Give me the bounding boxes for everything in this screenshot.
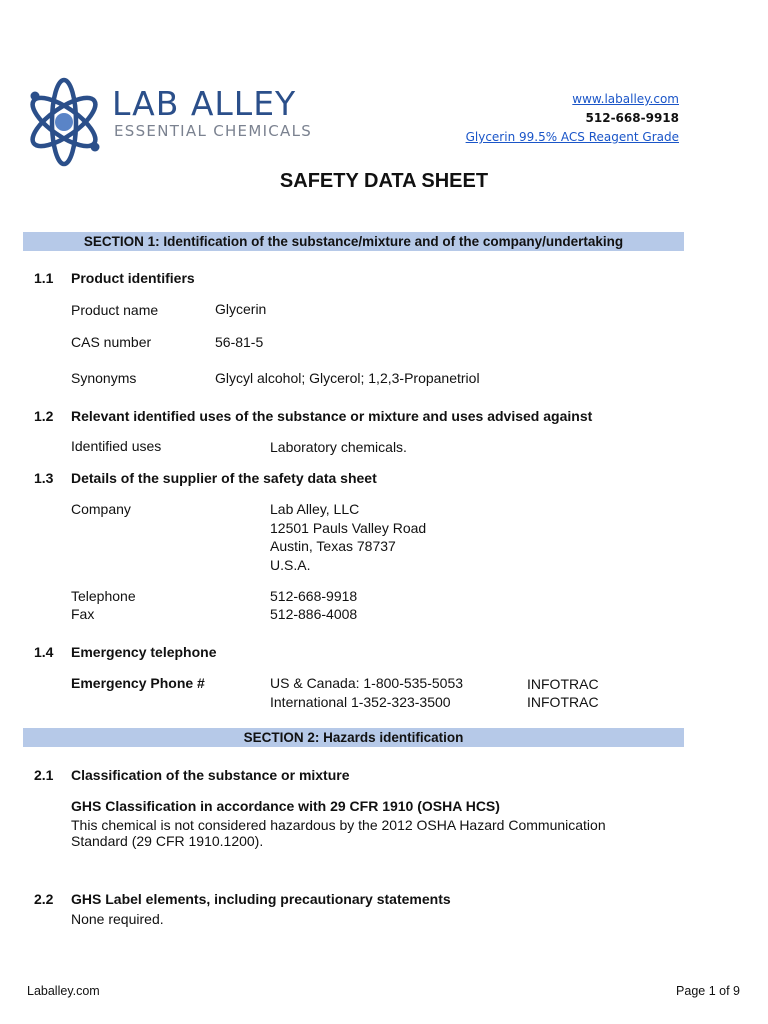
section-1-2-number: 1.2	[34, 408, 54, 424]
ghs-classification-title: GHS Classification in accordance with 29 CFR 1910 (OSHA HCS)	[71, 798, 500, 814]
section-1-4-number: 1.4	[34, 644, 54, 660]
cas-label: CAS number	[71, 334, 152, 350]
section-2-2-title: GHS Label elements, including precautionary statements	[71, 891, 451, 907]
product-name-value: Glycerin	[215, 301, 267, 317]
section-1-2-title: Relevant identified uses of the substance or mixture and uses advised against	[71, 408, 593, 424]
ghs-text-line-1: This chemical is not considered hazardous by the 2012 OSHA Hazard Communication	[71, 817, 606, 833]
section-1-header: SECTION 1: Identification of the substance/mixture and of the company/undertaking	[23, 232, 684, 251]
product-name-label: Product name	[71, 302, 159, 318]
emergency-us: US & Canada: 1-800-535-5053	[270, 675, 464, 691]
synonyms-label: Synonyms	[71, 370, 137, 386]
product-link[interactable]: Glycerin 99.5% ACS Reagent Grade	[465, 130, 679, 144]
company-country: U.S.A.	[270, 556, 311, 573]
telephone-value: 512-668-9918	[270, 588, 358, 604]
ghs-classification-text	[71, 817, 631, 849]
telephone-label: Telephone	[71, 588, 136, 604]
company-address	[270, 500, 426, 574]
identified-uses-value: Laboratory chemicals.	[270, 439, 407, 455]
section-2-2-number: 2.2	[34, 891, 54, 907]
cas-value: 56-81-5	[215, 334, 264, 350]
emergency-providers	[527, 675, 599, 711]
emergency-numbers	[270, 674, 463, 711]
fax-label: Fax	[71, 606, 95, 622]
logo-title: LAB ALLEY	[112, 84, 297, 123]
section-2-1-number: 2.1	[34, 767, 54, 783]
emergency-intl: International 1-352-323-3500	[270, 693, 451, 710]
section-2-1-title: Classification of the substance or mixture	[71, 767, 350, 783]
atom-icon	[24, 74, 104, 170]
document-title: SAFETY DATA SHEET	[279, 170, 489, 192]
company-name: Lab Alley, LLC	[270, 501, 360, 517]
section-1-1-number: 1.1	[34, 270, 54, 286]
synonyms-value: Glycyl alcohol; Glycerol; 1,2,3-Propanetriol	[215, 370, 480, 386]
ghs-text-line-2: Standard (29 CFR 1910.1200).	[71, 833, 264, 849]
website-link[interactable]: www.laballey.com	[572, 92, 679, 106]
section-1-3-number: 1.3	[34, 470, 54, 486]
label-elements-text: None required.	[71, 911, 164, 927]
contact-block	[466, 90, 679, 147]
company-city: Austin, Texas 78737	[270, 538, 396, 554]
footer-page-number: Page 1 of 9	[676, 984, 740, 998]
section-1-1-title: Product identifiers	[71, 270, 195, 286]
fax-value: 512-886-4008	[270, 606, 358, 622]
footer-site: Laballey.com	[27, 984, 100, 998]
emergency-intl-provider: INFOTRAC	[527, 694, 599, 710]
identified-uses-label: Identified uses	[71, 438, 162, 454]
company-label: Company	[71, 501, 131, 517]
section-2-header: SECTION 2: Hazards identification	[23, 728, 684, 747]
company-street: 12501 Pauls Valley Road	[270, 519, 427, 536]
section-1-3-title: Details of the supplier of the safety data sheet	[71, 470, 377, 486]
emergency-phone-label: Emergency Phone #	[71, 675, 205, 691]
company-logo	[24, 70, 334, 176]
header-phone: 512-668-9918	[585, 111, 679, 125]
logo-subtitle: ESSENTIAL CHEMICALS	[114, 122, 313, 140]
section-1-4-title: Emergency telephone	[71, 644, 217, 660]
emergency-us-provider: INFOTRAC	[527, 676, 599, 692]
